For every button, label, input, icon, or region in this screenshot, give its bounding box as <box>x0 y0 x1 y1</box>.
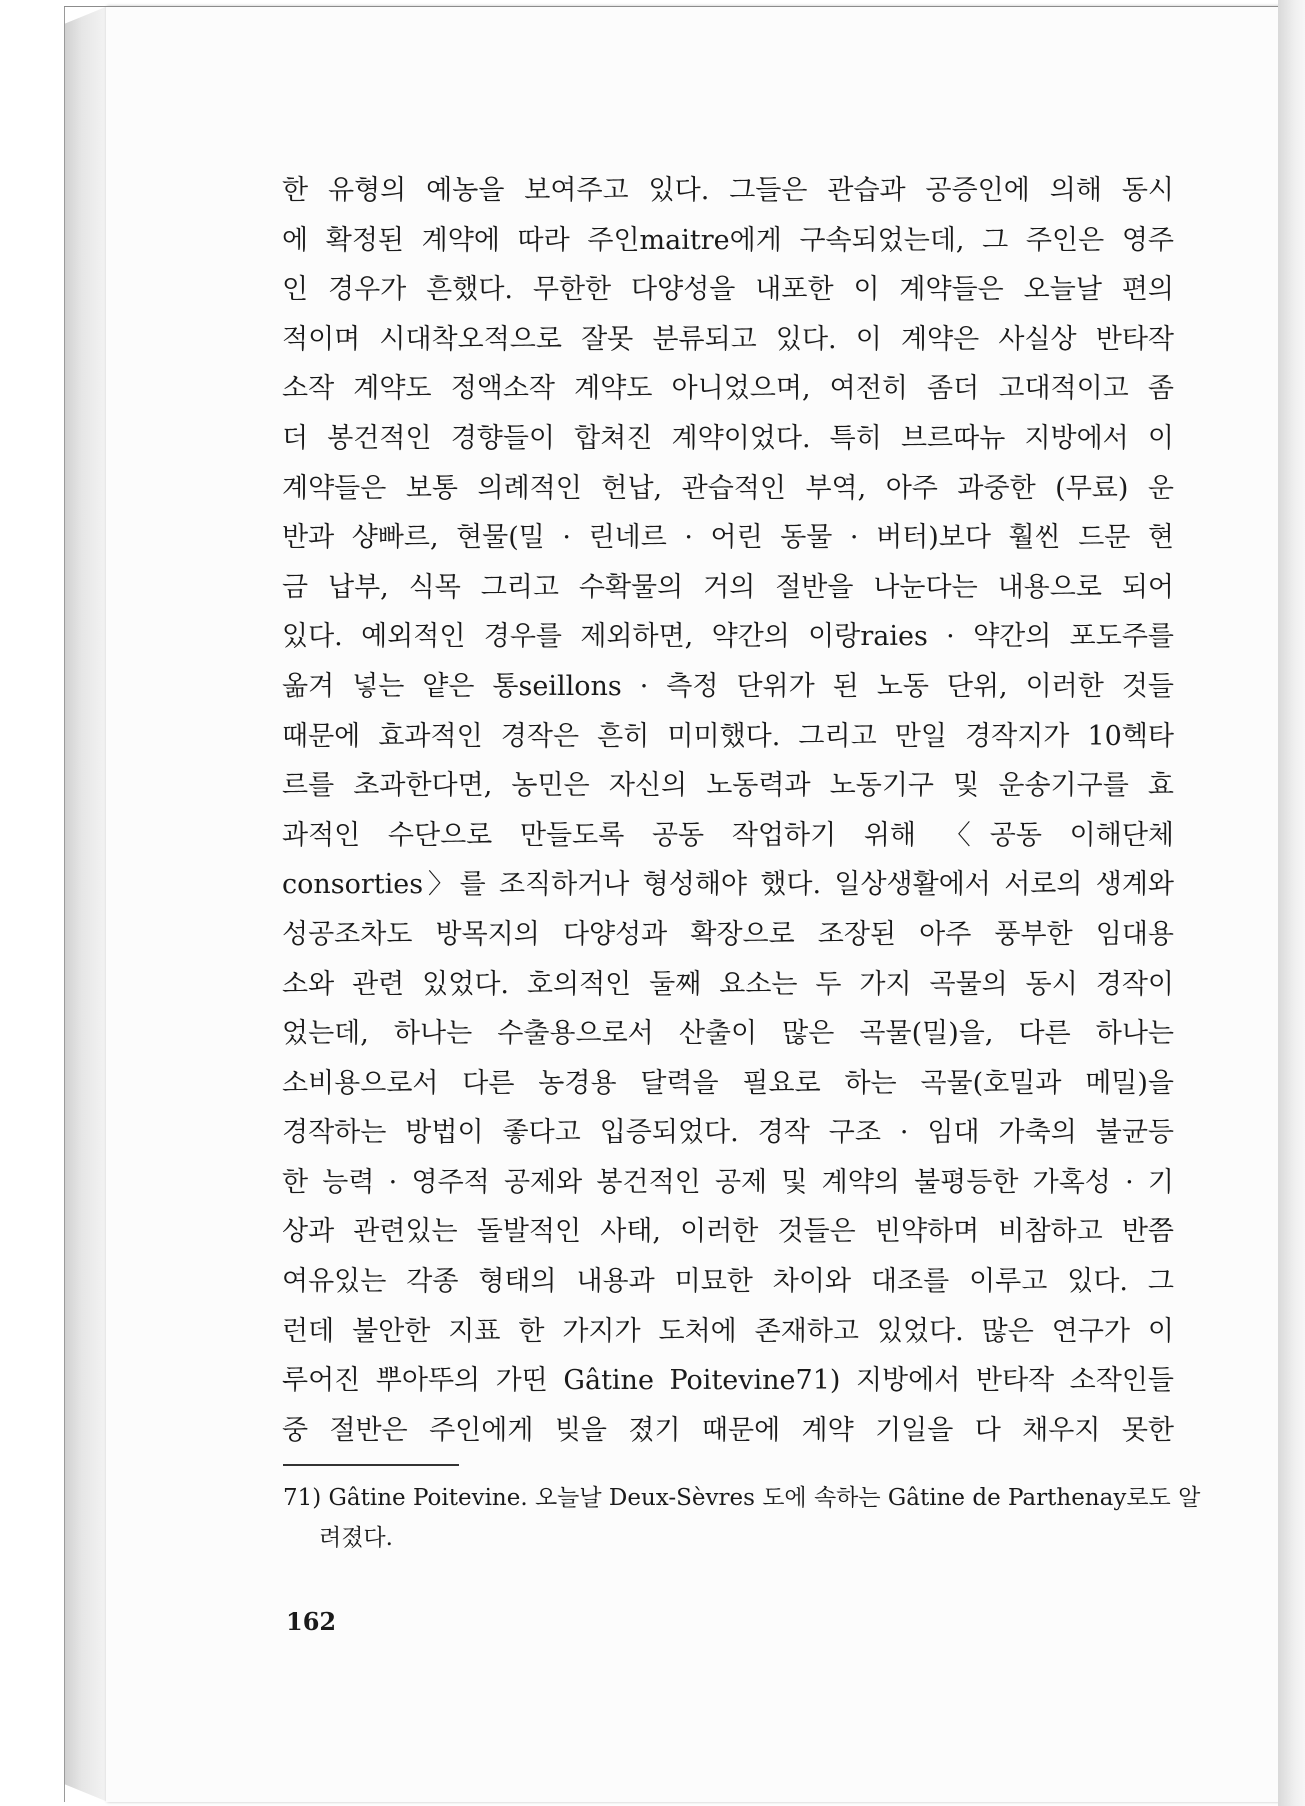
body-line: 런데 불안한 지표 한 가지가 도처에 존재하고 있었다. 많은 연구가 이 <box>282 1315 1174 1347</box>
body-line: 과적인 수단으로 만들도록 공동 작업하기 위해 〈공동 이해단체 <box>282 819 1174 851</box>
body-line: 소비용으로서 다른 농경용 달력을 필요로 하는 곡물(호밀과 메밀)을 <box>282 1067 1174 1099</box>
footnote-separator <box>283 1464 459 1466</box>
page-number: 162 <box>286 1607 337 1636</box>
body-line: 루어진 뿌아뚜의 가띤 Gâtine Poitevine71) 지방에서 반타작 소작인들 <box>282 1365 1174 1397</box>
footnote-line: 71) Gâtine Poitevine. 오늘날 Deux-Sèvres 도에 속하는 Gâtine de Parthenay로도 알 <box>283 1485 1201 1511</box>
body-line: 여유있는 각종 형태의 내용과 미묘한 차이와 대조를 이루고 있다. 그 <box>282 1266 1174 1298</box>
body-line: 경작하는 방법이 좋다고 입증되었다. 경작 구조 · 임대 가축의 불균등 <box>282 1117 1174 1149</box>
body-line: 소작 계약도 정액소작 계약도 아니었으며, 여전히 좀더 고대적이고 좀 <box>282 373 1174 405</box>
body-line: 있다. 예외적인 경우를 제외하면, 약간의 이랑raies · 약간의 포도주를 <box>282 621 1174 653</box>
body-line: 르를 초과한다면, 농민은 자신의 노동력과 노동기구 및 운송기구를 효 <box>282 770 1174 802</box>
body-line: 소와 관련 있었다. 호의적인 둘째 요소는 두 가지 곡물의 동시 경작이 <box>282 968 1174 1000</box>
body-line: 성공조차도 방목지의 다양성과 확장으로 조장된 아주 풍부한 임대용 <box>282 918 1174 950</box>
body-line: 옮겨 넣는 얕은 통seillons · 측정 단위가 된 노동 단위, 이러한 것들 <box>282 670 1174 702</box>
body-line: 때문에 효과적인 경작은 흔히 미미했다. 그리고 만일 경작지가 10헥타 <box>282 720 1174 752</box>
body-line: 적이며 시대착오적으로 잘못 분류되고 있다. 이 계약은 사실상 반타작 <box>282 323 1174 355</box>
book-right-edge <box>1278 0 1305 1806</box>
body-text <box>282 166 1174 1455</box>
body-line: 상과 관련있는 돌발적인 사태, 이러한 것들은 빈약하며 비참하고 반쯤 <box>282 1216 1174 1248</box>
body-line: 인 경우가 흔했다. 무한한 다양성을 내포한 이 계약들은 오늘날 편의 <box>282 274 1174 306</box>
body-line: 에 확정된 계약에 따라 주인maitre에게 구속되었는데, 그 주인은 영주 <box>282 224 1174 256</box>
footnote-line: 려졌다. <box>319 1525 393 1551</box>
body-line: 었는데, 하나는 수출용으로서 산출이 많은 곡물(밀)을, 다른 하나는 <box>282 1018 1174 1050</box>
page-top-border <box>64 6 1280 7</box>
body-line: 금 납부, 식목 그리고 수확물의 거의 절반을 나눈다는 내용으로 되어 <box>282 571 1174 603</box>
book-left-edge-outline <box>64 6 109 1802</box>
footnote <box>283 1478 1201 1558</box>
body-line: 계약들은 보통 의례적인 헌납, 관습적인 부역, 아주 과중한 (무료) 운 <box>282 472 1174 504</box>
body-line: 반과 샹빠르, 현물(밀 · 린네르 · 어린 동물 · 버터)보다 훨씬 드문 현 <box>282 522 1174 554</box>
body-line: 더 봉건적인 경향들이 합쳐진 계약이었다. 특히 브르따뉴 지방에서 이 <box>282 422 1174 454</box>
body-line: 중 절반은 주인에게 빚을 졌기 때문에 계약 기일을 다 채우지 못한 <box>282 1414 1174 1446</box>
body-line: 한 능력 · 영주적 공제와 봉건적인 공제 및 계약의 불평등한 가혹성 · 기 <box>282 1166 1174 1198</box>
body-line: 한 유형의 예농을 보여주고 있다. 그들은 관습과 공증인에 의해 동시 <box>282 175 1174 206</box>
body-line: consorties〉를 조직하거나 형성해야 했다. 일상생활에서 서로의 생계와 <box>282 869 1174 901</box>
